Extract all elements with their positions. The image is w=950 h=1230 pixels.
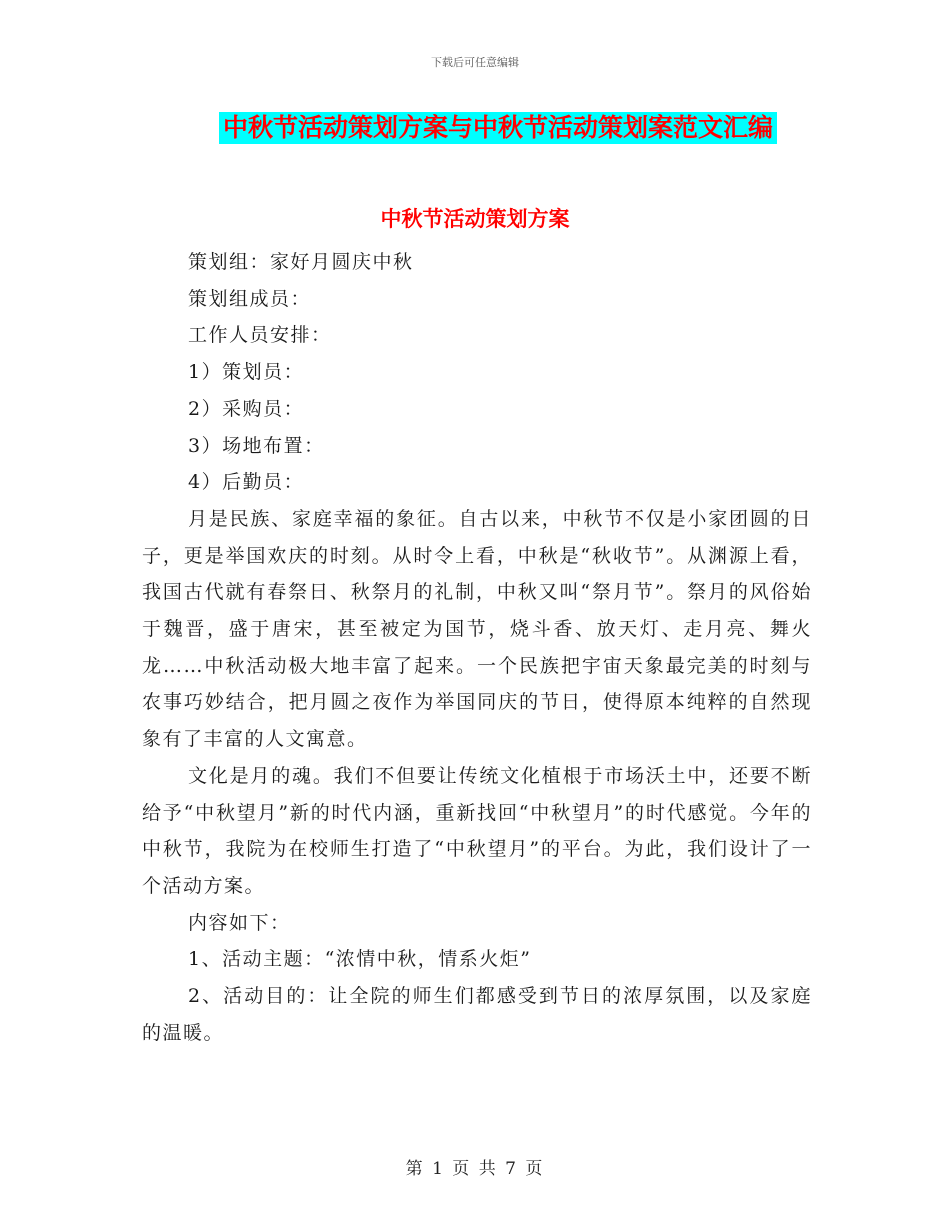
main-title-wrap — [0, 112, 950, 144]
document-body — [142, 244, 812, 1051]
planning-members-line: 策划组成员： — [188, 287, 312, 310]
page-footer: 第 1 页 共 7 页 — [405, 1159, 545, 1179]
activity-purpose-item: 2、活动目的：让全院的师生们都感受到节日的浓厚氛围，以及家庭的温暖。 — [142, 985, 812, 1044]
document-main-title: 中秋节活动策划方案与中秋节活动策划案范文汇编 — [219, 112, 777, 144]
content-intro-line: 内容如下： — [188, 911, 291, 934]
role-planner-line: 1）策划员： — [188, 361, 305, 384]
paragraph-moon-symbol: 月是民族、家庭幸福的象征。自古以来，中秋节不仅是小家团圆的日子，更是举国欢庆的时刻。从时令上看，中秋是“秋收节”。从渊源上看，我国古代就有春祭日、秋祭月的礼制，中秋又叫“祭月节”。祭月的风俗始于魏晋，盛于唐宋，甚至被定为国节，烧斗香、放天灯、走月亮、舞火龙……中秋活动极大地丰富了起来。一个民族把宇宙天象最完美的时刻与农事巧妙结合，把月圆之夜作为举国同庆的节日，使得原本纯粹的自然现象有了丰富的人文寓意。 — [142, 507, 812, 751]
role-venue-line: 3）场地布置： — [188, 434, 325, 457]
role-purchaser-line: 2）采购员： — [188, 397, 305, 420]
header-note: 下载后可任意编辑 — [431, 56, 519, 69]
planning-group-line: 策划组：家好月圆庆中秋 — [188, 251, 414, 273]
staff-arrangement-line: 工作人员安排： — [188, 324, 332, 347]
activity-theme-item: 1、活动主题：“浓情中秋，情系火炬” — [188, 948, 532, 971]
role-logistics-line: 4）后勤员： — [188, 471, 305, 494]
section-title: 中秋节活动策划方案 — [380, 206, 570, 231]
paragraph-culture: 文化是月的魂。我们不但要让传统文化植根于市场沃土中，还要不断给予“中秋望月”新的时代内涵，重新找回“中秋望月”的时代感觉。今年的中秋节，我院为在校师生打造了“中秋望月”的平台。为此，我们设计了一个活动方案。 — [142, 764, 812, 897]
